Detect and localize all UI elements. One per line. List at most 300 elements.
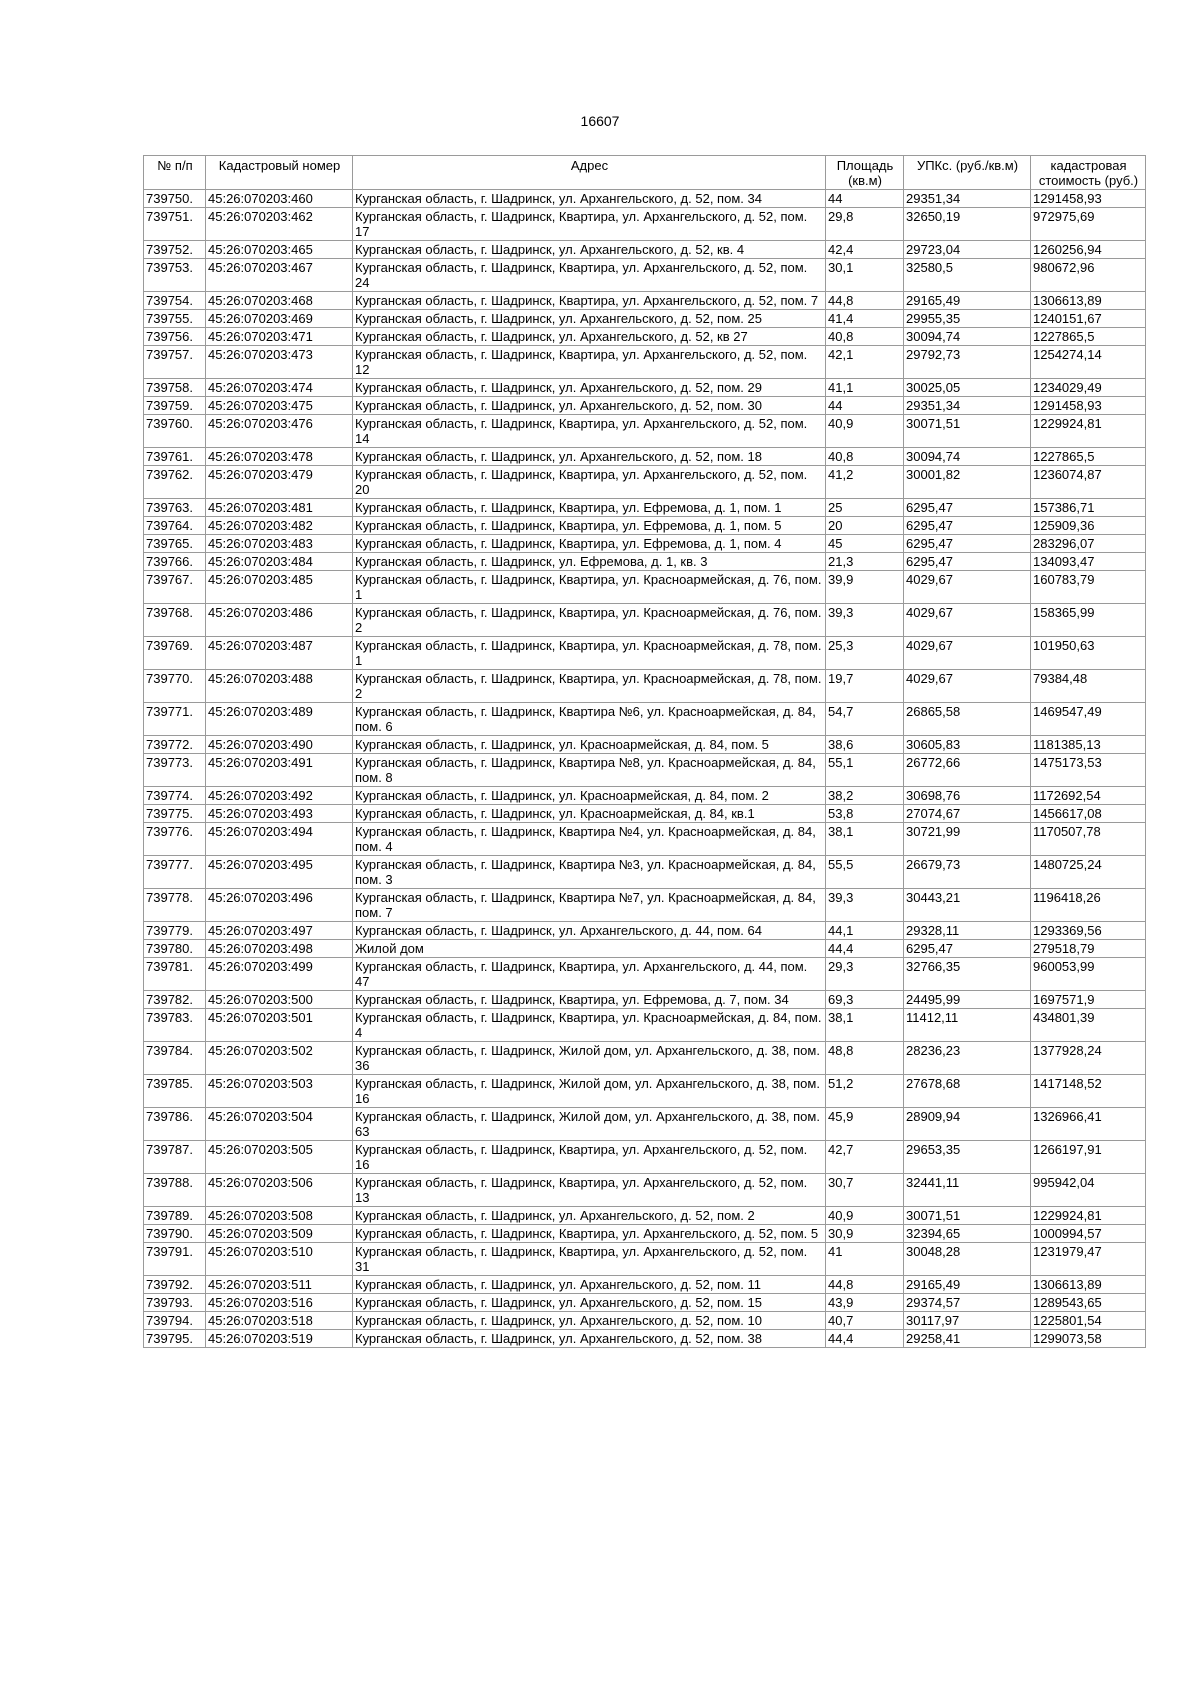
cell-cadastral-number: 45:26:070203:488 — [206, 670, 353, 703]
table-row — [144, 517, 1146, 535]
table-row — [144, 1312, 1146, 1330]
cell-cadastral-value: 1236074,87 — [1031, 466, 1146, 499]
cell-area: 44,4 — [826, 940, 904, 958]
cell-address: Курганская область, г. Шадринск, ул. Красноармейская, д. 84, пом. 2 — [353, 787, 826, 805]
cell-cadastral-value: 1377928,24 — [1031, 1042, 1146, 1075]
cell-address: Курганская область, г. Шадринск, Жилой дом, ул. Архангельского, д. 38, пом. 36 — [353, 1042, 826, 1075]
cell-row-number: 739769. — [144, 637, 206, 670]
cell-address: Курганская область, г. Шадринск, Квартира №7, ул. Красноармейская, д. 84, пом. 7 — [353, 889, 826, 922]
cell-cadastral-value: 1254274,14 — [1031, 346, 1146, 379]
cell-area: 21,3 — [826, 553, 904, 571]
cell-cadastral-value: 1475173,53 — [1031, 754, 1146, 787]
cell-upks: 24495,99 — [904, 991, 1031, 1009]
cell-row-number: 739754. — [144, 292, 206, 310]
cell-address: Курганская область, г. Шадринск, Квартира №6, ул. Красноармейская, д. 84, пом. 6 — [353, 703, 826, 736]
cell-cadastral-number: 45:26:070203:474 — [206, 379, 353, 397]
cell-address: Курганская область, г. Шадринск, Квартира №4, ул. Красноармейская, д. 84, пом. 4 — [353, 823, 826, 856]
cell-area: 30,1 — [826, 259, 904, 292]
cell-area: 40,7 — [826, 1312, 904, 1330]
cell-address: Курганская область, г. Шадринск, Квартира №3, ул. Красноармейская, д. 84, пом. 3 — [353, 856, 826, 889]
cell-cadastral-number: 45:26:070203:473 — [206, 346, 353, 379]
cell-upks: 6295,47 — [904, 535, 1031, 553]
cell-address: Курганская область, г. Шадринск, ул. Архангельского, д. 52, пом. 25 — [353, 310, 826, 328]
cell-row-number: 739780. — [144, 940, 206, 958]
header-cadastral-number: Кадастровый номер — [206, 156, 353, 190]
cell-upks: 6295,47 — [904, 553, 1031, 571]
cell-cadastral-number: 45:26:070203:510 — [206, 1243, 353, 1276]
cell-cadastral-number: 45:26:070203:478 — [206, 448, 353, 466]
cell-cadastral-value: 1469547,49 — [1031, 703, 1146, 736]
cell-upks: 32650,19 — [904, 208, 1031, 241]
cell-cadastral-value: 134093,47 — [1031, 553, 1146, 571]
cell-cadastral-number: 45:26:070203:509 — [206, 1225, 353, 1243]
table-row — [144, 637, 1146, 670]
cell-address: Курганская область, г. Шадринск, ул. Архангельского, д. 52, пом. 30 — [353, 397, 826, 415]
cell-address: Курганская область, г. Шадринск, Квартира, ул. Архангельского, д. 44, пом. 47 — [353, 958, 826, 991]
cell-cadastral-number: 45:26:070203:502 — [206, 1042, 353, 1075]
cell-upks: 29328,11 — [904, 922, 1031, 940]
table-row — [144, 208, 1146, 241]
cell-cadastral-value: 160783,79 — [1031, 571, 1146, 604]
cell-row-number: 739767. — [144, 571, 206, 604]
table-row — [144, 1276, 1146, 1294]
table-row — [144, 922, 1146, 940]
cell-area: 45,9 — [826, 1108, 904, 1141]
cell-row-number: 739788. — [144, 1174, 206, 1207]
cell-cadastral-number: 45:26:070203:485 — [206, 571, 353, 604]
cell-cadastral-value: 1456617,08 — [1031, 805, 1146, 823]
table-row — [144, 1108, 1146, 1141]
cell-cadastral-value: 1240151,67 — [1031, 310, 1146, 328]
cell-cadastral-number: 45:26:070203:497 — [206, 922, 353, 940]
table-row — [144, 535, 1146, 553]
cell-cadastral-number: 45:26:070203:484 — [206, 553, 353, 571]
cell-address: Курганская область, г. Шадринск, ул. Архангельского, д. 44, пом. 64 — [353, 922, 826, 940]
cell-cadastral-number: 45:26:070203:511 — [206, 1276, 353, 1294]
cell-cadastral-number: 45:26:070203:506 — [206, 1174, 353, 1207]
cell-cadastral-value: 1225801,54 — [1031, 1312, 1146, 1330]
cell-area: 19,7 — [826, 670, 904, 703]
header-upks: УПКс. (руб./кв.м) — [904, 156, 1031, 190]
cell-upks: 29351,34 — [904, 190, 1031, 208]
cell-upks: 32394,65 — [904, 1225, 1031, 1243]
table-row — [144, 571, 1146, 604]
table-row — [144, 292, 1146, 310]
cell-area: 43,9 — [826, 1294, 904, 1312]
cell-address: Курганская область, г. Шадринск, ул. Красноармейская, д. 84, кв.1 — [353, 805, 826, 823]
cell-row-number: 739759. — [144, 397, 206, 415]
cell-cadastral-number: 45:26:070203:469 — [206, 310, 353, 328]
table-row — [144, 415, 1146, 448]
cell-row-number: 739760. — [144, 415, 206, 448]
cell-area: 69,3 — [826, 991, 904, 1009]
cell-row-number: 739786. — [144, 1108, 206, 1141]
cell-area: 30,7 — [826, 1174, 904, 1207]
cell-row-number: 739768. — [144, 604, 206, 637]
cell-area: 42,7 — [826, 1141, 904, 1174]
cell-cadastral-number: 45:26:070203:462 — [206, 208, 353, 241]
cell-upks: 30698,76 — [904, 787, 1031, 805]
cell-area: 25,3 — [826, 637, 904, 670]
cell-row-number: 739758. — [144, 379, 206, 397]
cell-cadastral-value: 980672,96 — [1031, 259, 1146, 292]
cell-address: Курганская область, г. Шадринск, Квартира, ул. Архангельского, д. 52, пом. 31 — [353, 1243, 826, 1276]
cell-upks: 30071,51 — [904, 1207, 1031, 1225]
cell-row-number: 739774. — [144, 787, 206, 805]
cell-area: 39,9 — [826, 571, 904, 604]
cell-address: Курганская область, г. Шадринск, Квартира, ул. Архангельского, д. 52, пом. 13 — [353, 1174, 826, 1207]
cell-area: 41,1 — [826, 379, 904, 397]
table-row — [144, 448, 1146, 466]
cell-row-number: 739776. — [144, 823, 206, 856]
cell-address: Курганская область, г. Шадринск, Квартира, ул. Архангельского, д. 52, пом. 20 — [353, 466, 826, 499]
cell-cadastral-value: 972975,69 — [1031, 208, 1146, 241]
cell-row-number: 739781. — [144, 958, 206, 991]
cell-cadastral-value: 283296,07 — [1031, 535, 1146, 553]
cell-cadastral-number: 45:26:070203:471 — [206, 328, 353, 346]
cell-address: Курганская область, г. Шадринск, ул. Архангельского, д. 52, пом. 2 — [353, 1207, 826, 1225]
cell-cadastral-number: 45:26:070203:465 — [206, 241, 353, 259]
cell-cadastral-value: 1299073,58 — [1031, 1330, 1146, 1348]
cell-row-number: 739752. — [144, 241, 206, 259]
cell-upks: 30443,21 — [904, 889, 1031, 922]
table-row — [144, 346, 1146, 379]
table-row — [144, 259, 1146, 292]
cell-cadastral-number: 45:26:070203:519 — [206, 1330, 353, 1348]
cell-row-number: 739783. — [144, 1009, 206, 1042]
cell-row-number: 739790. — [144, 1225, 206, 1243]
cell-area: 41 — [826, 1243, 904, 1276]
cell-address: Курганская область, г. Шадринск, ул. Архангельского, д. 52, пом. 38 — [353, 1330, 826, 1348]
cell-area: 44 — [826, 190, 904, 208]
cell-area: 41,2 — [826, 466, 904, 499]
cell-cadastral-number: 45:26:070203:481 — [206, 499, 353, 517]
cell-upks: 29258,41 — [904, 1330, 1031, 1348]
cell-address: Курганская область, г. Шадринск, Квартира, ул. Красноармейская, д. 76, пом. 1 — [353, 571, 826, 604]
cell-cadastral-number: 45:26:070203:476 — [206, 415, 353, 448]
cell-row-number: 739775. — [144, 805, 206, 823]
cell-cadastral-number: 45:26:070203:494 — [206, 823, 353, 856]
cell-row-number: 739750. — [144, 190, 206, 208]
cell-row-number: 739779. — [144, 922, 206, 940]
cell-address: Курганская область, г. Шадринск, ул. Архангельского, д. 52, кв 27 — [353, 328, 826, 346]
cell-cadastral-number: 45:26:070203:483 — [206, 535, 353, 553]
cell-area: 42,1 — [826, 346, 904, 379]
cell-upks: 11412,11 — [904, 1009, 1031, 1042]
header-area: Площадь (кв.м) — [826, 156, 904, 190]
cell-row-number: 739791. — [144, 1243, 206, 1276]
cell-cadastral-value: 960053,99 — [1031, 958, 1146, 991]
table-row — [144, 1141, 1146, 1174]
cell-row-number: 739753. — [144, 259, 206, 292]
header-address: Адрес — [353, 156, 826, 190]
cell-upks: 4029,67 — [904, 637, 1031, 670]
cell-row-number: 739789. — [144, 1207, 206, 1225]
page-number: 16607 — [580, 113, 620, 129]
table-row — [144, 703, 1146, 736]
cell-area: 25 — [826, 499, 904, 517]
cell-upks: 32441,11 — [904, 1174, 1031, 1207]
cell-address: Курганская область, г. Шадринск, ул. Ефремова, д. 1, кв. 3 — [353, 553, 826, 571]
cell-row-number: 739772. — [144, 736, 206, 754]
table-row — [144, 328, 1146, 346]
cell-cadastral-number: 45:26:070203:490 — [206, 736, 353, 754]
cell-area: 29,8 — [826, 208, 904, 241]
cell-address: Курганская область, г. Шадринск, Квартира, ул. Архангельского, д. 52, пом. 24 — [353, 259, 826, 292]
cell-area: 42,4 — [826, 241, 904, 259]
cell-cadastral-value: 434801,39 — [1031, 1009, 1146, 1042]
cell-cadastral-number: 45:26:070203:501 — [206, 1009, 353, 1042]
cell-row-number: 739764. — [144, 517, 206, 535]
cell-cadastral-number: 45:26:070203:498 — [206, 940, 353, 958]
cell-row-number: 739763. — [144, 499, 206, 517]
table-row — [144, 754, 1146, 787]
table-row — [144, 991, 1146, 1009]
cell-area: 51,2 — [826, 1075, 904, 1108]
cell-row-number: 739757. — [144, 346, 206, 379]
cell-cadastral-number: 45:26:070203:486 — [206, 604, 353, 637]
cell-address: Курганская область, г. Шадринск, Квартира, ул. Архангельского, д. 52, пом. 5 — [353, 1225, 826, 1243]
cell-address: Курганская область, г. Шадринск, Жилой дом, ул. Архангельского, д. 38, пом. 63 — [353, 1108, 826, 1141]
cell-cadastral-value: 1196418,26 — [1031, 889, 1146, 922]
cell-upks: 6295,47 — [904, 940, 1031, 958]
cell-cadastral-number: 45:26:070203:499 — [206, 958, 353, 991]
cell-area: 39,3 — [826, 889, 904, 922]
cell-cadastral-value: 1291458,93 — [1031, 190, 1146, 208]
cell-upks: 30001,82 — [904, 466, 1031, 499]
cell-row-number: 739777. — [144, 856, 206, 889]
cell-cadastral-number: 45:26:070203:479 — [206, 466, 353, 499]
cell-cadastral-number: 45:26:070203:500 — [206, 991, 353, 1009]
cell-address: Курганская область, г. Шадринск, Квартира, ул. Красноармейская, д. 78, пом. 1 — [353, 637, 826, 670]
cell-area: 40,9 — [826, 1207, 904, 1225]
cell-area: 39,3 — [826, 604, 904, 637]
cell-address: Курганская область, г. Шадринск, Жилой дом, ул. Архангельского, д. 38, пом. 16 — [353, 1075, 826, 1108]
cell-cadastral-value: 1227865,5 — [1031, 328, 1146, 346]
cell-cadastral-value: 1697571,9 — [1031, 991, 1146, 1009]
cell-upks: 30071,51 — [904, 415, 1031, 448]
cell-area: 44,8 — [826, 292, 904, 310]
cell-area: 38,2 — [826, 787, 904, 805]
cell-cadastral-value: 995942,04 — [1031, 1174, 1146, 1207]
cell-area: 38,1 — [826, 1009, 904, 1042]
table-row — [144, 466, 1146, 499]
table-row — [144, 1042, 1146, 1075]
table-row — [144, 1075, 1146, 1108]
cell-area: 44,8 — [826, 1276, 904, 1294]
cell-area: 45 — [826, 535, 904, 553]
cell-cadastral-value: 1000994,57 — [1031, 1225, 1146, 1243]
cell-cadastral-value: 125909,36 — [1031, 517, 1146, 535]
cell-upks: 4029,67 — [904, 670, 1031, 703]
table-row — [144, 604, 1146, 637]
cell-cadastral-value: 158365,99 — [1031, 604, 1146, 637]
cell-upks: 26865,58 — [904, 703, 1031, 736]
cell-row-number: 739762. — [144, 466, 206, 499]
cell-area: 30,9 — [826, 1225, 904, 1243]
table-row — [144, 1294, 1146, 1312]
cell-cadastral-number: 45:26:070203:508 — [206, 1207, 353, 1225]
cell-cadastral-value: 1306613,89 — [1031, 1276, 1146, 1294]
cell-area: 40,8 — [826, 328, 904, 346]
table-row — [144, 1174, 1146, 1207]
table-row — [144, 805, 1146, 823]
table-row — [144, 958, 1146, 991]
cell-area: 38,1 — [826, 823, 904, 856]
cell-address: Курганская область, г. Шадринск, ул. Архангельского, д. 52, пом. 29 — [353, 379, 826, 397]
cell-upks: 26679,73 — [904, 856, 1031, 889]
cell-upks: 30094,74 — [904, 448, 1031, 466]
cell-cadastral-number: 45:26:070203:518 — [206, 1312, 353, 1330]
table-row — [144, 397, 1146, 415]
table-header-row — [144, 156, 1146, 190]
cell-row-number: 739756. — [144, 328, 206, 346]
cell-area: 44,4 — [826, 1330, 904, 1348]
cell-address: Курганская область, г. Шадринск, Квартира, ул. Архангельского, д. 52, пом. 17 — [353, 208, 826, 241]
cell-row-number: 739755. — [144, 310, 206, 328]
cell-cadastral-value: 1181385,13 — [1031, 736, 1146, 754]
cell-row-number: 739766. — [144, 553, 206, 571]
cell-upks: 29165,49 — [904, 1276, 1031, 1294]
cell-upks: 29955,35 — [904, 310, 1031, 328]
cell-area: 20 — [826, 517, 904, 535]
cell-upks: 29374,57 — [904, 1294, 1031, 1312]
table-row — [144, 1009, 1146, 1042]
cell-cadastral-value: 1266197,91 — [1031, 1141, 1146, 1174]
cell-area: 55,5 — [826, 856, 904, 889]
cell-cadastral-value: 79384,48 — [1031, 670, 1146, 703]
cell-address: Жилой дом — [353, 940, 826, 958]
cell-row-number: 739794. — [144, 1312, 206, 1330]
cell-cadastral-value: 1289543,65 — [1031, 1294, 1146, 1312]
cell-cadastral-number: 45:26:070203:489 — [206, 703, 353, 736]
cell-cadastral-value: 1306613,89 — [1031, 292, 1146, 310]
cell-row-number: 739795. — [144, 1330, 206, 1348]
cell-row-number: 739751. — [144, 208, 206, 241]
cell-row-number: 739778. — [144, 889, 206, 922]
table-row — [144, 553, 1146, 571]
cell-upks: 28909,94 — [904, 1108, 1031, 1141]
cell-address: Курганская область, г. Шадринск, Квартира, ул. Архангельского, д. 52, пом. 12 — [353, 346, 826, 379]
cell-upks: 30721,99 — [904, 823, 1031, 856]
table-row — [144, 736, 1146, 754]
cell-cadastral-number: 45:26:070203:487 — [206, 637, 353, 670]
cell-upks: 30025,05 — [904, 379, 1031, 397]
cell-cadastral-number: 45:26:070203:504 — [206, 1108, 353, 1141]
table-row — [144, 823, 1146, 856]
table-row — [144, 670, 1146, 703]
cell-upks: 30094,74 — [904, 328, 1031, 346]
table-row — [144, 940, 1146, 958]
cell-cadastral-value: 1326966,41 — [1031, 1108, 1146, 1141]
cell-upks: 29653,35 — [904, 1141, 1031, 1174]
cell-cadastral-number: 45:26:070203:460 — [206, 190, 353, 208]
cell-address: Курганская область, г. Шадринск, ул. Архангельского, д. 52, пом. 34 — [353, 190, 826, 208]
cell-row-number: 739765. — [144, 535, 206, 553]
cell-row-number: 739761. — [144, 448, 206, 466]
cell-upks: 30117,97 — [904, 1312, 1031, 1330]
cell-upks: 4029,67 — [904, 604, 1031, 637]
cell-cadastral-number: 45:26:070203:468 — [206, 292, 353, 310]
cell-address: Курганская область, г. Шадринск, Квартира, ул. Архангельского, д. 52, пом. 14 — [353, 415, 826, 448]
table-row — [144, 1243, 1146, 1276]
cell-cadastral-number: 45:26:070203:493 — [206, 805, 353, 823]
cell-area: 40,9 — [826, 415, 904, 448]
cell-area: 55,1 — [826, 754, 904, 787]
table-row — [144, 310, 1146, 328]
cell-area: 40,8 — [826, 448, 904, 466]
cell-cadastral-value: 1172692,54 — [1031, 787, 1146, 805]
cell-upks: 29792,73 — [904, 346, 1031, 379]
cell-cadastral-value: 1229924,81 — [1031, 1207, 1146, 1225]
cell-row-number: 739787. — [144, 1141, 206, 1174]
cell-cadastral-value: 1170507,78 — [1031, 823, 1146, 856]
cell-upks: 32766,35 — [904, 958, 1031, 991]
cell-address: Курганская область, г. Шадринск, Квартира, ул. Красноармейская, д. 78, пом. 2 — [353, 670, 826, 703]
cell-upks: 4029,67 — [904, 571, 1031, 604]
cell-cadastral-number: 45:26:070203:503 — [206, 1075, 353, 1108]
cell-cadastral-number: 45:26:070203:491 — [206, 754, 353, 787]
cell-row-number: 739771. — [144, 703, 206, 736]
cell-cadastral-value: 1293369,56 — [1031, 922, 1146, 940]
cell-cadastral-value: 101950,63 — [1031, 637, 1146, 670]
cell-cadastral-value: 157386,71 — [1031, 499, 1146, 517]
cell-area: 44 — [826, 397, 904, 415]
cell-row-number: 739773. — [144, 754, 206, 787]
cell-address: Курганская область, г. Шадринск, Квартира, ул. Красноармейская, д. 76, пом. 2 — [353, 604, 826, 637]
cell-address: Курганская область, г. Шадринск, ул. Архангельского, д. 52, кв. 4 — [353, 241, 826, 259]
cell-address: Курганская область, г. Шадринск, Квартира, ул. Ефремова, д. 1, пом. 5 — [353, 517, 826, 535]
cell-row-number: 739793. — [144, 1294, 206, 1312]
cell-cadastral-number: 45:26:070203:516 — [206, 1294, 353, 1312]
cell-address: Курганская область, г. Шадринск, ул. Архангельского, д. 52, пом. 10 — [353, 1312, 826, 1330]
header-num: № п/п — [144, 156, 206, 190]
cell-upks: 29723,04 — [904, 241, 1031, 259]
header-cadastral-value: кадастровая стоимость (руб.) — [1031, 156, 1146, 190]
cell-cadastral-number: 45:26:070203:467 — [206, 259, 353, 292]
cell-cadastral-value: 1291458,93 — [1031, 397, 1146, 415]
table-row — [144, 379, 1146, 397]
cell-cadastral-value: 1234029,49 — [1031, 379, 1146, 397]
cell-cadastral-value: 1231979,47 — [1031, 1243, 1146, 1276]
cell-address: Курганская область, г. Шадринск, Квартира, ул. Красноармейская, д. 84, пом. 4 — [353, 1009, 826, 1042]
cell-cadastral-number: 45:26:070203:482 — [206, 517, 353, 535]
cell-upks: 28236,23 — [904, 1042, 1031, 1075]
cell-cadastral-number: 45:26:070203:475 — [206, 397, 353, 415]
table-row — [144, 499, 1146, 517]
cell-address: Курганская область, г. Шадринск, Квартира, ул. Архангельского, д. 52, пом. 16 — [353, 1141, 826, 1174]
cell-cadastral-value: 1227865,5 — [1031, 448, 1146, 466]
cell-cadastral-value: 1229924,81 — [1031, 415, 1146, 448]
cell-address: Курганская область, г. Шадринск, ул. Архангельского, д. 52, пом. 11 — [353, 1276, 826, 1294]
cell-row-number: 739792. — [144, 1276, 206, 1294]
cell-address: Курганская область, г. Шадринск, ул. Архангельского, д. 52, пом. 15 — [353, 1294, 826, 1312]
cell-address: Курганская область, г. Шадринск, Квартира, ул. Ефремова, д. 1, пом. 4 — [353, 535, 826, 553]
cell-upks: 29351,34 — [904, 397, 1031, 415]
cell-upks: 30048,28 — [904, 1243, 1031, 1276]
cell-area: 38,6 — [826, 736, 904, 754]
cell-cadastral-number: 45:26:070203:505 — [206, 1141, 353, 1174]
cell-cadastral-number: 45:26:070203:492 — [206, 787, 353, 805]
cell-area: 54,7 — [826, 703, 904, 736]
cell-address: Курганская область, г. Шадринск, Квартира, ул. Архангельского, д. 52, пом. 7 — [353, 292, 826, 310]
cell-cadastral-number: 45:26:070203:496 — [206, 889, 353, 922]
table-row — [144, 787, 1146, 805]
cell-upks: 27678,68 — [904, 1075, 1031, 1108]
cell-upks: 27074,67 — [904, 805, 1031, 823]
cell-upks: 32580,5 — [904, 259, 1031, 292]
table-row — [144, 856, 1146, 889]
